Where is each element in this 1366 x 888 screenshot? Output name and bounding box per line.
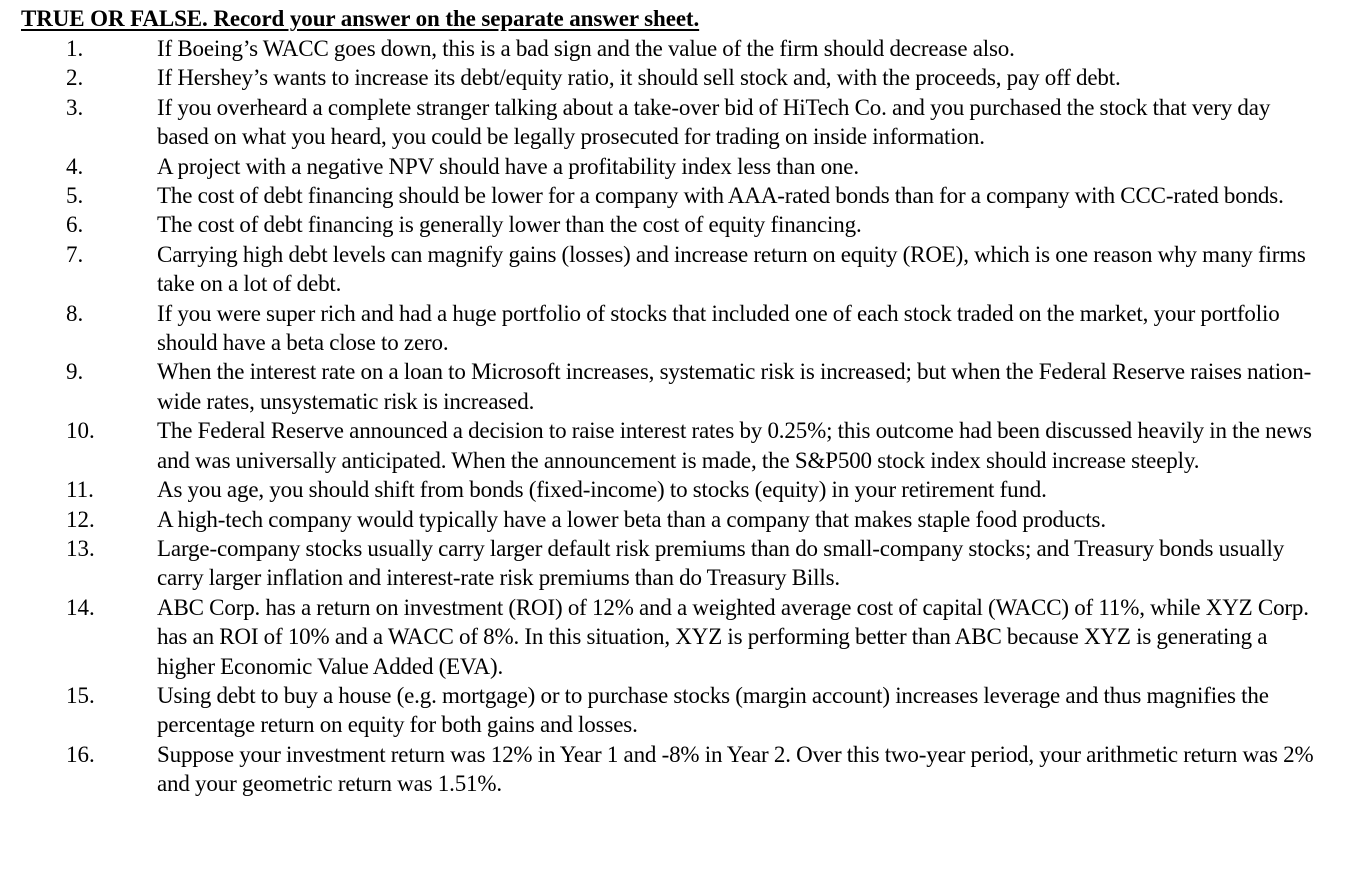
question-item bbox=[0, 299, 1366, 358]
question-text: If Hershey’s wants to increase its debt/equity ratio, it should sell stock and, with the proceeds, pay off debt. bbox=[157, 65, 1121, 91]
question-number: 13. bbox=[66, 535, 95, 561]
question-text: The Federal Reserve announced a decision to raise interest rates by 0.25%; this outcome had been discussed heavily in the news and was universally anticipated. When the announcement is made, the S&P500 stock index should increase steeply. bbox=[157, 418, 1312, 473]
question-number: 12. bbox=[66, 506, 95, 532]
question-text: If Boeing’s WACC goes down, this is a bad sign and the value of the firm should decrease also. bbox=[157, 36, 1015, 61]
question-number: 10. bbox=[66, 418, 95, 444]
question-item bbox=[0, 152, 1366, 181]
question-number: 5. bbox=[66, 183, 84, 209]
question-number: 15. bbox=[66, 682, 95, 708]
question-number: 16. bbox=[66, 741, 95, 767]
question-item bbox=[0, 593, 1366, 681]
question-item bbox=[0, 681, 1366, 740]
question-text: A project with a negative NPV should have a profitability index less than one. bbox=[157, 153, 859, 179]
question-text: When the interest rate on a loan to Microsoft increases, systematic risk is increased; but when the Federal Reserve raises nation-wide rates, unsystematic risk is increased. bbox=[157, 359, 1312, 414]
question-text: Carrying high debt levels can magnify gains (losses) and increase return on equity (ROE), which is one reason why many firms take on a lot of debt. bbox=[157, 241, 1306, 297]
question-number: 14. bbox=[66, 594, 95, 620]
question-item bbox=[0, 505, 1366, 534]
question-item bbox=[0, 181, 1366, 210]
question-item bbox=[0, 240, 1366, 299]
question-number: 6. bbox=[66, 212, 84, 238]
question-text: ABC Corp. has a return on investment (ROI) of 12% and a weighted average cost of capital (WACC) of 11%, while XYZ Corp. has an ROI of 10% and a WACC of 8%. In this situation, XYZ is performing better than ABC because XYZ is generating a higher Economic Value Added (EVA). bbox=[157, 594, 1309, 679]
question-text: Large-company stocks usually carry larger default risk premiums than do small-company stocks; and Treasury bonds usually carry larger inflation and interest-rate risk premiums than do Treasury Bills. bbox=[157, 535, 1285, 591]
question-number: 2. bbox=[66, 65, 84, 91]
question-item bbox=[0, 357, 1366, 416]
question-list bbox=[0, 34, 1366, 799]
question-number: 9. bbox=[66, 359, 84, 385]
question-number: 8. bbox=[66, 300, 84, 326]
question-text: Using debt to buy a house (e.g. mortgage) or to purchase stocks (margin account) increases leverage and thus magnifies the percentage return on equity for both gains and losses. bbox=[157, 682, 1269, 738]
question-number: 4. bbox=[66, 153, 84, 179]
question-text: The cost of debt financing is generally lower than the cost of equity financing. bbox=[157, 212, 862, 238]
question-number: 11. bbox=[66, 477, 94, 503]
question-item bbox=[0, 475, 1366, 504]
question-item bbox=[0, 534, 1366, 593]
question-text: The cost of debt financing should be lower for a company with AAA-rated bonds than for a company with CCC-rated bonds. bbox=[157, 183, 1284, 209]
question-item bbox=[0, 93, 1366, 152]
question-text: As you age, you should shift from bonds (fixed-income) to stocks (equity) in your retirement fund. bbox=[157, 477, 1047, 503]
question-text: If you overheard a complete stranger talking about a take-over bid of HiTech Co. and you purchased the stock that very day based on what you heard, you could be legally prosecuted for trading on inside information. bbox=[157, 94, 1271, 150]
question-text: Suppose your investment return was 12% in Year 1 and -8% in Year 2. Over this two-year period, your arithmetic return was 2% and your geometric return was 1.51%. bbox=[157, 741, 1314, 797]
question-item bbox=[0, 740, 1366, 799]
question-number: 7. bbox=[66, 241, 84, 267]
question-text: A high-tech company would typically have a lower beta than a company that makes staple food products. bbox=[157, 506, 1106, 532]
question-item bbox=[0, 416, 1366, 475]
question-item bbox=[0, 210, 1366, 239]
section-heading: TRUE OR FALSE. Record your answer on the separate answer sheet. bbox=[21, 6, 700, 31]
question-number: 1. bbox=[66, 36, 84, 61]
question-text: If you were super rich and had a huge portfolio of stocks that included one of each stock traded on the market, your portfolio should have a beta close to zero. bbox=[157, 300, 1280, 356]
question-number: 3. bbox=[66, 94, 84, 120]
question-item bbox=[0, 34, 1366, 63]
question-item bbox=[0, 63, 1366, 92]
